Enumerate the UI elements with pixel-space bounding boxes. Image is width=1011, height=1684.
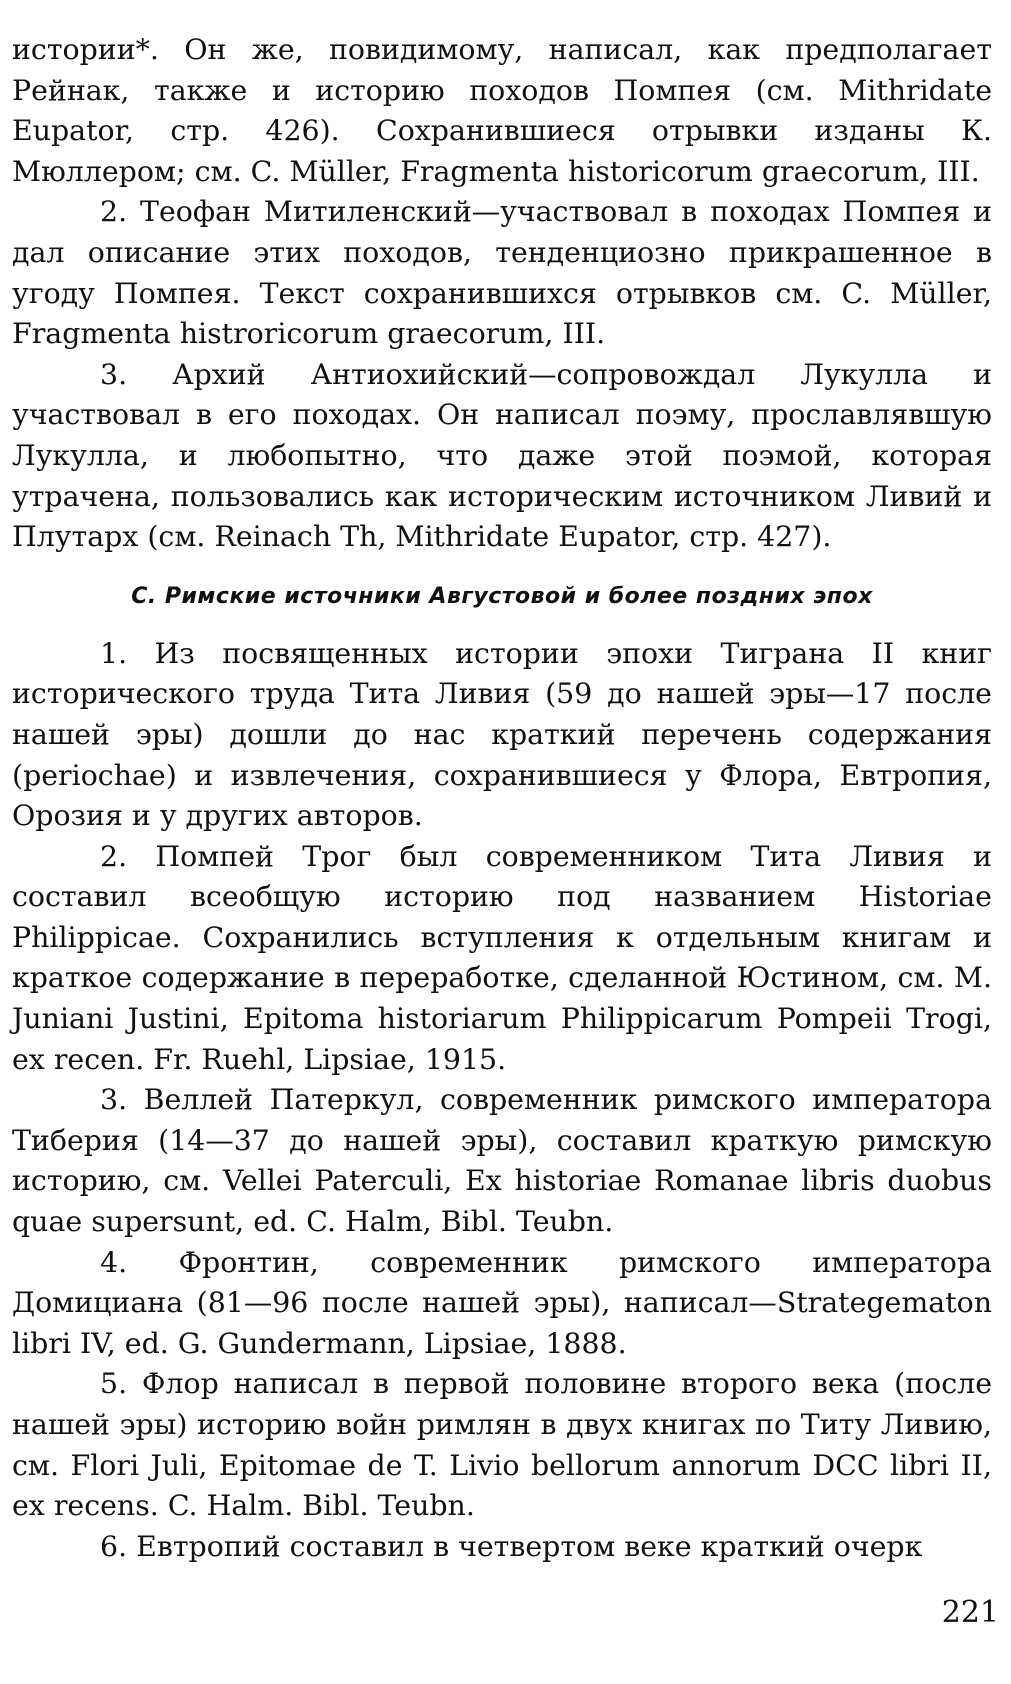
paragraph-archias: 3. Архий Антиохийский—сопровождал Лукулла и участвовал в его походах. Он написал поэму, прославлявшую Лукулла, и любопытно, что даже этой поэмой, которая утрачена, пользовались как историческим источником Ливий и Плутарх (см. Reinach Th, Mithridate Eupator, стр. 427). — [12, 357, 992, 554]
page-number: 221 — [941, 1595, 999, 1630]
paragraph-velleius: 3. Веллей Патеркул, современник римского императора Тиберия (14—37 до нашей эры), составил краткую римскую историю, см. Vellei Paterculi, Ex historiae Romanae libris duobus quae supersunt, ed. C. Halm, Bibl. Teubn. — [12, 1083, 992, 1239]
paragraph-frontinus: 4. Фронтин, современник римского императора Домициана (81—96 после нашей эры), написал—Strategematon libri IV, ed. G. Gundermann, Lipsiae, 1888. — [12, 1245, 992, 1360]
paragraph-theophanes: 2. Теофан Митиленский—участвовал в походах Помпея и дал описание этих походов, тенденциозно прикрашенное в угоду Помпея. Текст сохранившихся отрывков см. C. Müller, Fragmenta histroricorum graecorum, III. — [12, 195, 992, 351]
paragraph-florus: 5. Флор написал в первой половине второго века (после нашей эры) историю войн римлян в двух книгах по Титу Ливию, см. Flori Juli, Epitomae de T. Livio bellorum annorum DCC libri II, ex recens. C. Halm. Bibl. Teubn. — [12, 1367, 992, 1523]
document-page — [12, 30, 992, 1567]
paragraph-eutropius: 6. Евтропий составил в четвертом веке краткий очерк — [100, 1529, 923, 1563]
paragraph-livy: 1. Из посвященных истории эпохи Тиграна II книг исторического труда Тита Ливия (59 до нашей эры—17 после нашей эры) дошли до нас краткий перечень содержания (periochae) и извлечения, сохранившиеся у Флора, Евтропия, Орозия и у других авторов. — [12, 636, 992, 833]
paragraph-continuation: истории*. Он же, повидимому, написал, как предполагает Рейнак, также и историю походов Помпея (см. Mithridate Eupator, стр. 426). Сохранившиеся отрывки изданы К. Мюллером; см. C. Müller, Fragmenta historicorum graecorum, III. — [12, 33, 992, 188]
paragraph-trogus: 2. Помпей Трог был современником Тита Ливия и составил всеобщую историю под названием Historiae Philippicae. Сохранились вступления к отдельным книгам и краткое содержание в переработке, сделанной Юстином, см. M. Juniani Justini, Epitoma historiarum Philippicarum Pompeii Trogi, ex recen. Fr. Ruehl, Lipsiae, 1915. — [12, 839, 992, 1076]
section-heading: С. Римские источники Августовой и более поздних эпох — [131, 583, 873, 609]
